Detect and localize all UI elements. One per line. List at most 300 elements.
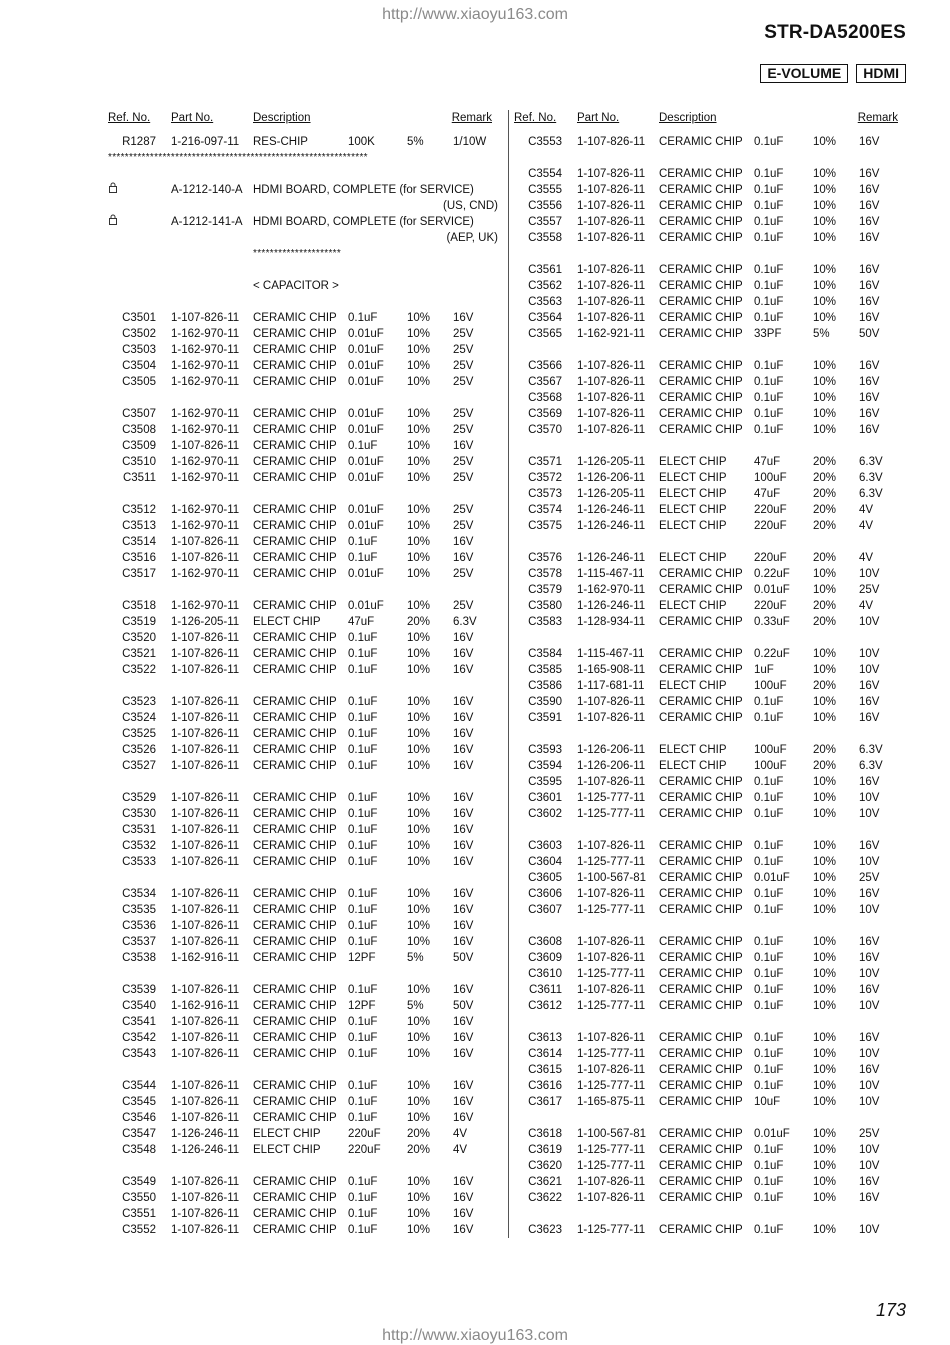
ref-no: C3562 xyxy=(528,280,562,292)
ref-no: C3529 xyxy=(122,792,156,804)
tolerance: 10% xyxy=(407,808,431,820)
ref-no: C3610 xyxy=(528,968,562,980)
tolerance: 10% xyxy=(407,1208,431,1220)
tolerance: 10% xyxy=(813,840,837,852)
description: CERAMIC CHIP xyxy=(659,792,743,804)
table-row xyxy=(514,550,906,566)
value: 0.1uF xyxy=(754,1080,784,1092)
part-no: 1-162-970-11 xyxy=(171,456,240,468)
description: CERAMIC CHIP xyxy=(253,1016,337,1028)
tolerance: 10% xyxy=(813,312,837,324)
part-no: 1-107-826-11 xyxy=(577,712,646,724)
ref-no: C3594 xyxy=(528,760,562,772)
ref-no: C3512 xyxy=(122,504,156,516)
tolerance: 10% xyxy=(813,1064,837,1076)
table-row xyxy=(514,710,906,726)
part-no: 1-125-777-11 xyxy=(577,968,646,980)
value: 0.1uF xyxy=(348,1176,378,1188)
description: ELECT CHIP xyxy=(659,520,727,532)
rating: 16V xyxy=(859,776,880,788)
part-no: 1-125-777-11 xyxy=(577,1224,646,1236)
table-row xyxy=(108,502,500,518)
description: HDMI BOARD, COMPLETE (for SERVICE) xyxy=(253,184,474,196)
part-no: 1-115-467-11 xyxy=(577,568,645,580)
table-row xyxy=(108,614,500,630)
table-row xyxy=(514,662,906,678)
ref-no: C3549 xyxy=(122,1176,156,1188)
value: 0.1uF xyxy=(348,712,378,724)
part-no: 1-115-467-11 xyxy=(577,648,645,660)
part-no: 1-107-826-11 xyxy=(171,936,240,948)
ref-no: C3609 xyxy=(528,952,562,964)
rating: 16V xyxy=(453,632,474,644)
description: CERAMIC CHIP xyxy=(253,1048,337,1060)
table-row xyxy=(514,1046,906,1062)
value: 0.1uF xyxy=(754,280,784,292)
value: 0.1uF xyxy=(754,360,784,372)
tolerance: 20% xyxy=(813,680,837,692)
tolerance: 10% xyxy=(813,1192,837,1204)
ref-no: C3580 xyxy=(528,600,562,612)
rating: 25V xyxy=(453,568,474,580)
value: 0.1uF xyxy=(348,1080,378,1092)
part-no: 1-126-205-11 xyxy=(171,616,240,628)
table-row xyxy=(108,998,500,1014)
rating: 10V xyxy=(859,648,880,660)
rating: 1/10W xyxy=(453,136,487,148)
rating: 25V xyxy=(453,344,474,356)
tolerance: 5% xyxy=(407,952,424,964)
rating: 25V xyxy=(453,424,474,436)
description: CERAMIC CHIP xyxy=(659,1128,743,1140)
tolerance: 10% xyxy=(813,1224,837,1236)
description: HDMI BOARD, COMPLETE (for SERVICE) xyxy=(253,216,474,228)
description: CERAMIC CHIP xyxy=(659,424,743,436)
tolerance: 10% xyxy=(407,984,431,996)
ref-no: C3571 xyxy=(528,456,562,468)
table-row xyxy=(108,470,500,486)
part-no: 1-107-826-11 xyxy=(171,856,240,868)
rating: 16V xyxy=(859,952,880,964)
part-no: 1-216-097-11 xyxy=(171,136,240,148)
rating: 25V xyxy=(453,520,474,532)
left-rows xyxy=(108,310,500,1238)
description: CERAMIC CHIP xyxy=(253,744,337,756)
part-no: 1-162-970-11 xyxy=(171,376,240,388)
description: CERAMIC CHIP xyxy=(659,1064,743,1076)
description: ELECT CHIP xyxy=(659,488,727,500)
part-no: 1-162-916-11 xyxy=(171,1000,240,1012)
tolerance: 10% xyxy=(407,824,431,836)
value: 0.1uF xyxy=(754,264,784,276)
value: 0.1uF xyxy=(754,968,784,980)
ref-no: C3522 xyxy=(122,664,156,676)
tolerance: 10% xyxy=(813,1096,837,1108)
table-header xyxy=(108,110,500,134)
description: CERAMIC CHIP xyxy=(659,568,743,580)
rating: 4V xyxy=(859,520,874,532)
rating: 16V xyxy=(453,728,474,740)
part-no: 1-125-777-11 xyxy=(577,792,646,804)
value: 0.1uF xyxy=(348,536,378,548)
ref-no: C3533 xyxy=(122,856,156,868)
description: CERAMIC CHIP xyxy=(253,1032,337,1044)
board-row xyxy=(108,182,500,198)
table-row xyxy=(514,694,906,710)
table-row xyxy=(108,1222,500,1238)
ref-no: C3554 xyxy=(528,168,562,180)
ref-no: C3537 xyxy=(122,936,156,948)
part-no: 1-125-777-11 xyxy=(577,904,646,916)
description: CERAMIC CHIP xyxy=(253,904,337,916)
bottom-url[interactable]: http://www.xiaoyu163.com xyxy=(382,1327,568,1344)
ref-no: C3569 xyxy=(528,408,562,420)
description: ELECT CHIP xyxy=(253,1128,321,1140)
rating: 16V xyxy=(453,984,474,996)
table-row xyxy=(514,646,906,662)
table-row xyxy=(108,534,500,550)
table-row xyxy=(514,902,906,918)
rating: 16V xyxy=(453,1192,474,1204)
ref-no: C3518 xyxy=(122,600,156,612)
tag-e-volume: E-VOLUME xyxy=(760,64,848,83)
ref-no: C3543 xyxy=(122,1048,156,1060)
description: CERAMIC CHIP xyxy=(659,376,743,388)
ref-no: C3546 xyxy=(122,1112,156,1124)
ref-no: C3579 xyxy=(528,584,562,596)
tolerance: 10% xyxy=(813,264,837,276)
value: 0.1uF xyxy=(754,936,784,948)
value: 0.1uF xyxy=(348,792,378,804)
part-no: 1-107-826-11 xyxy=(171,744,240,756)
rating: 16V xyxy=(859,840,880,852)
rating: 25V xyxy=(453,600,474,612)
description: CERAMIC CHIP xyxy=(253,648,337,660)
table-row xyxy=(108,1142,500,1158)
part-no: 1-126-246-11 xyxy=(577,552,646,564)
top-url[interactable]: http://www.xiaoyu163.com xyxy=(382,6,568,23)
tolerance: 10% xyxy=(813,408,837,420)
ref-no: C3618 xyxy=(528,1128,562,1140)
part-no: 1-125-777-11 xyxy=(577,1080,646,1092)
ref-no: C3523 xyxy=(122,696,156,708)
ref-no: C3619 xyxy=(528,1144,562,1156)
rating: 25V xyxy=(453,472,474,484)
value: 0.1uF xyxy=(348,1096,378,1108)
rating: 16V xyxy=(453,744,474,756)
value: 220uF xyxy=(754,552,787,564)
ref-no: C3536 xyxy=(122,920,156,932)
description: CERAMIC CHIP xyxy=(253,792,337,804)
table-row xyxy=(108,646,500,662)
value: 0.1uF xyxy=(348,632,378,644)
rating: 10V xyxy=(859,856,880,868)
value: 0.1uF xyxy=(348,904,378,916)
part-no: 1-125-777-11 xyxy=(577,1144,646,1156)
board-note: (AEP, UK) xyxy=(446,232,498,244)
ref-no: C3602 xyxy=(528,808,562,820)
value: 0.1uF xyxy=(754,408,784,420)
value: 0.1uF xyxy=(754,984,784,996)
table-row xyxy=(514,758,906,774)
ref-no: C3611 xyxy=(528,984,562,996)
rating: 10V xyxy=(859,1144,880,1156)
part-no: 1-107-826-11 xyxy=(577,424,646,436)
description: CERAMIC CHIP xyxy=(659,136,743,148)
rating: 16V xyxy=(859,360,880,372)
table-header xyxy=(514,110,906,134)
tolerance: 10% xyxy=(407,1048,431,1060)
ref-no: C3621 xyxy=(528,1176,562,1188)
tolerance: 10% xyxy=(407,536,431,548)
tolerance: 20% xyxy=(813,600,837,612)
rating: 16V xyxy=(453,904,474,916)
part-no: 1-126-206-11 xyxy=(577,744,646,756)
rating: 16V xyxy=(859,168,880,180)
value: 0.1uF xyxy=(348,648,378,660)
table-row xyxy=(108,1014,500,1030)
table-row xyxy=(514,998,906,1014)
value: 0.1uF xyxy=(348,696,378,708)
part-no: 1-128-934-11 xyxy=(577,616,646,628)
table-row xyxy=(108,1078,500,1094)
part-no: 1-107-826-11 xyxy=(577,1176,646,1188)
description: CERAMIC CHIP xyxy=(253,1192,337,1204)
description: CERAMIC CHIP xyxy=(253,760,337,772)
ref-no: C3542 xyxy=(122,1032,156,1044)
value: 0.22uF xyxy=(754,648,790,660)
value: 0.1uF xyxy=(754,424,784,436)
tolerance: 10% xyxy=(813,712,837,724)
description: CERAMIC CHIP xyxy=(659,840,743,852)
description: ELECT CHIP xyxy=(659,456,727,468)
ref-no: C3501 xyxy=(122,312,156,324)
part-no: 1-107-826-11 xyxy=(171,632,240,644)
ref-no: C3540 xyxy=(122,1000,156,1012)
table-row xyxy=(108,886,500,902)
part-no: 1-162-916-11 xyxy=(171,952,240,964)
tolerance: 10% xyxy=(407,456,431,468)
tolerance: 10% xyxy=(813,952,837,964)
table-row xyxy=(108,822,500,838)
value: 0.1uF xyxy=(754,1160,784,1172)
rating: 16V xyxy=(859,216,880,228)
table-row xyxy=(108,1174,500,1190)
description: ELECT CHIP xyxy=(659,552,727,564)
description: CERAMIC CHIP xyxy=(659,1224,743,1236)
table-row xyxy=(514,982,906,998)
model-title: STR-DA5200ES xyxy=(764,22,906,43)
part-no: 1-162-970-11 xyxy=(171,520,240,532)
table-row xyxy=(108,630,500,646)
rating: 16V xyxy=(453,888,474,900)
tolerance: 10% xyxy=(813,792,837,804)
value: 0.1uF xyxy=(754,696,784,708)
part-no: 1-126-246-11 xyxy=(577,600,646,612)
table-row xyxy=(108,950,500,966)
description: CERAMIC CHIP xyxy=(659,904,743,916)
ref-no: C3586 xyxy=(528,680,562,692)
description: CERAMIC CHIP xyxy=(253,456,337,468)
table-row xyxy=(514,838,906,854)
ref-no: C3502 xyxy=(122,328,156,340)
tolerance: 10% xyxy=(407,1224,431,1236)
value: 1uF xyxy=(754,664,774,676)
description: CERAMIC CHIP xyxy=(253,504,337,516)
page-number: 173 xyxy=(875,1300,906,1320)
ref-no: C3539 xyxy=(122,984,156,996)
rating: 16V xyxy=(859,136,880,148)
tolerance: 20% xyxy=(813,616,837,628)
tolerance: 10% xyxy=(813,1032,837,1044)
rating: 25V xyxy=(453,504,474,516)
ref-no: C3508 xyxy=(122,424,156,436)
value: 0.1uF xyxy=(754,216,784,228)
value: 220uF xyxy=(754,504,787,516)
header-remark: Remark xyxy=(451,112,492,124)
table-row xyxy=(514,134,906,150)
ref-no: C3550 xyxy=(122,1192,156,1204)
table-row xyxy=(108,438,500,454)
description: CERAMIC CHIP xyxy=(659,664,743,676)
part-no: 1-126-206-11 xyxy=(577,760,646,772)
table-row xyxy=(514,934,906,950)
description: CERAMIC CHIP xyxy=(659,776,743,788)
description: CERAMIC CHIP xyxy=(659,1160,743,1172)
part-no: 1-100-567-81 xyxy=(577,872,647,884)
tolerance: 10% xyxy=(813,168,837,180)
table-row xyxy=(108,806,500,822)
description: CERAMIC CHIP xyxy=(253,344,337,356)
description: CERAMIC CHIP xyxy=(659,808,743,820)
table-row xyxy=(108,742,500,758)
part-no: 1-107-826-11 xyxy=(577,264,646,276)
description: CERAMIC CHIP xyxy=(659,616,743,628)
value: 0.1uF xyxy=(754,1064,784,1076)
ref-no: C3521 xyxy=(122,648,156,660)
part-no: 1-107-826-11 xyxy=(577,936,646,948)
ref-no: C3593 xyxy=(528,744,562,756)
tolerance: 10% xyxy=(813,184,837,196)
rating: 10V xyxy=(859,1080,880,1092)
table-row xyxy=(108,422,500,438)
ref-no: C3505 xyxy=(122,376,156,388)
rating: 25V xyxy=(859,1128,880,1140)
part-no: 1-107-826-11 xyxy=(577,216,646,228)
table-row xyxy=(514,1174,906,1190)
part-no: 1-165-908-11 xyxy=(577,664,646,676)
rating: 25V xyxy=(859,872,880,884)
tolerance: 20% xyxy=(813,488,837,500)
value: 0.1uF xyxy=(754,296,784,308)
description: CERAMIC CHIP xyxy=(659,200,743,212)
rating: 16V xyxy=(859,232,880,244)
tolerance: 10% xyxy=(407,904,431,916)
part-no: 1-107-826-11 xyxy=(171,648,240,660)
table-row xyxy=(108,310,500,326)
separator-stars: ************************************************************** xyxy=(108,152,368,163)
table-row xyxy=(514,294,906,310)
part-no: 1-107-826-11 xyxy=(171,1048,240,1060)
table-row xyxy=(108,790,500,806)
tolerance: 10% xyxy=(407,504,431,516)
ref-no: C3509 xyxy=(122,440,156,452)
ref-no: C3585 xyxy=(528,664,562,676)
part-no: 1-107-826-11 xyxy=(577,952,646,964)
tolerance: 10% xyxy=(407,888,431,900)
description: CERAMIC CHIP xyxy=(253,856,337,868)
rating: 16V xyxy=(453,312,474,324)
ref-no: C3563 xyxy=(528,296,562,308)
description: CERAMIC CHIP xyxy=(659,392,743,404)
rating: 10V xyxy=(859,1048,880,1060)
tolerance: 20% xyxy=(813,504,837,516)
part-no: 1-107-826-11 xyxy=(171,1096,240,1108)
tolerance: 10% xyxy=(813,424,837,436)
tolerance: 5% xyxy=(813,328,830,340)
value: 0.1uF xyxy=(754,312,784,324)
value: 0.1uF xyxy=(754,376,784,388)
ref-no: C3551 xyxy=(122,1208,156,1220)
rating: 25V xyxy=(453,328,474,340)
tolerance: 10% xyxy=(407,744,431,756)
part-no: 1-107-826-11 xyxy=(577,776,646,788)
tolerance: 10% xyxy=(813,888,837,900)
value: 0.01uF xyxy=(348,328,384,340)
rating: 16V xyxy=(453,1112,474,1124)
value: 0.1uF xyxy=(754,232,784,244)
description: CERAMIC CHIP xyxy=(659,984,743,996)
part-no: 1-107-826-11 xyxy=(577,392,646,404)
rating: 16V xyxy=(453,808,474,820)
tolerance: 10% xyxy=(813,1176,837,1188)
part-no: 1-107-826-11 xyxy=(171,1192,240,1204)
table-row xyxy=(514,230,906,246)
rating: 16V xyxy=(859,376,880,388)
description: CERAMIC CHIP xyxy=(659,360,743,372)
tolerance: 10% xyxy=(813,392,837,404)
part-no: 1-107-826-11 xyxy=(577,984,646,996)
part-no: 1-107-826-11 xyxy=(577,184,646,196)
tolerance: 20% xyxy=(813,472,837,484)
ref-no: C3548 xyxy=(122,1144,156,1156)
table-row xyxy=(108,662,500,678)
tolerance: 10% xyxy=(407,600,431,612)
rating: 10V xyxy=(859,1096,880,1108)
ref-no: C3524 xyxy=(122,712,156,724)
tolerance: 10% xyxy=(813,200,837,212)
tolerance: 10% xyxy=(407,408,431,420)
table-row xyxy=(514,486,906,502)
ref-no: C3595 xyxy=(528,776,562,788)
description: ELECT CHIP xyxy=(253,616,321,628)
header-remark: Remark xyxy=(857,112,898,124)
value: 0.1uF xyxy=(348,1112,378,1124)
table-row xyxy=(514,518,906,534)
value: 0.1uF xyxy=(348,552,378,564)
tolerance: 10% xyxy=(407,328,431,340)
rating: 16V xyxy=(859,888,880,900)
rating: 16V xyxy=(453,792,474,804)
description: CERAMIC CHIP xyxy=(253,536,337,548)
rating: 25V xyxy=(453,456,474,468)
part-no: 1-107-826-11 xyxy=(171,1112,240,1124)
tolerance: 10% xyxy=(813,1160,837,1172)
table-row xyxy=(108,342,500,358)
tolerance: 10% xyxy=(407,1176,431,1188)
rating: 10V xyxy=(859,1000,880,1012)
ref-no: C3527 xyxy=(122,760,156,772)
